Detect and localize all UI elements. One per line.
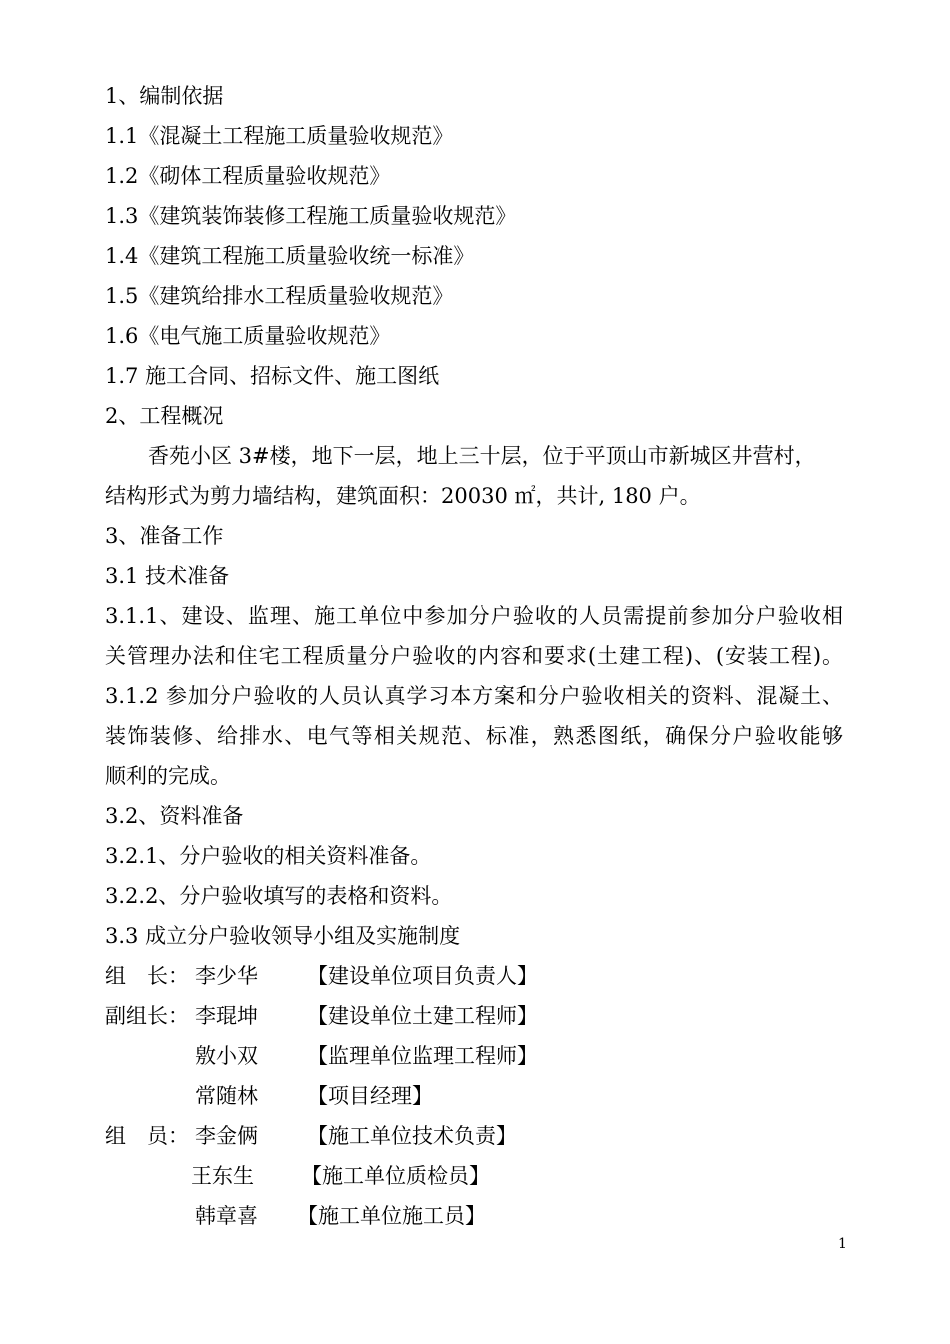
heading-3-2: 3.2、资料准备 [105, 804, 244, 828]
reference-1-7: 1.7 施工合同、招标文件、施工图纸 [105, 364, 440, 388]
item-3-1-2-line-1: 3.1.2 参加分户验收的人员认真学习本方案和分户验收相关的资料、混凝土、 [105, 684, 843, 708]
member-name: 常随林 [195, 1084, 258, 1108]
reference-1-4: 1.4《建筑工程施工质量验收统一标准》 [105, 244, 475, 268]
member-role: 组 员： [105, 1124, 189, 1148]
heading-3-3: 3.3 成立分户验收领导小组及实施制度 [105, 924, 461, 948]
member-dept: 【施工单位技术负责】 [307, 1124, 517, 1148]
member-name: 李金俩 [195, 1124, 258, 1148]
item-3-1-2-line-2: 装饰装修、给排水、电气等相关规范、标准，熟悉图纸，确保分户验收能够 [105, 724, 843, 748]
item-3-1-1-line-2: 关管理办法和住宅工程质量分户验收的内容和要求(土建工程)、(安装工程)。 [105, 644, 843, 668]
member-name: 李少华 [195, 964, 258, 988]
heading-2: 2、工程概况 [105, 404, 224, 428]
heading-1: 1、编制依据 [105, 84, 224, 108]
heading-3-1: 3.1 技术准备 [105, 564, 230, 588]
member-role: 组 长： [105, 964, 189, 988]
reference-1-3: 1.3《建筑装饰装修工程施工质量验收规范》 [105, 204, 517, 228]
item-3-2-2: 3.2.2、分户验收填写的表格和资料。 [105, 884, 453, 908]
reference-1-5: 1.5《建筑给排水工程质量验收规范》 [105, 284, 454, 308]
member-dept: 【监理单位监理工程师】 [307, 1044, 538, 1068]
member-dept: 【施工单位施工员】 [297, 1204, 486, 1228]
page-number: 1 [838, 1236, 847, 1252]
member-name: 敫小双 [195, 1044, 258, 1068]
item-3-2-1: 3.2.1、分户验收的相关资料准备。 [105, 844, 432, 868]
member-dept: 【施工单位质检员】 [301, 1164, 490, 1188]
member-name: 韩章喜 [195, 1204, 258, 1228]
member-role: 副组长： [105, 1004, 189, 1028]
item-3-1-1-line-1: 3.1.1、建设、监理、施工单位中参加分户验收的人员需提前参加分户验收相 [105, 604, 843, 628]
overview-line-2: 结构形式为剪力墙结构，建筑面积：20030 ㎡，共计, 180 户。 [105, 484, 701, 508]
member-dept: 【建设单位项目负责人】 [307, 964, 538, 988]
reference-1-6: 1.6《电气施工质量验收规范》 [105, 324, 391, 348]
member-name: 李琨坤 [195, 1004, 258, 1028]
item-3-1-2-line-3: 顺利的完成。 [105, 764, 231, 788]
member-dept: 【项目经理】 [307, 1084, 433, 1108]
reference-1-2: 1.2《砌体工程质量验收规范》 [105, 164, 391, 188]
reference-1-1: 1.1《混凝土工程施工质量验收规范》 [105, 124, 454, 148]
member-dept: 【建设单位土建工程师】 [307, 1004, 538, 1028]
member-name: 王东生 [191, 1164, 254, 1188]
overview-line-1: 香苑小区 3#楼，地下一层，地上三十层，位于平顶山市新城区井营村， [148, 444, 816, 468]
heading-3: 3、准备工作 [105, 524, 224, 548]
